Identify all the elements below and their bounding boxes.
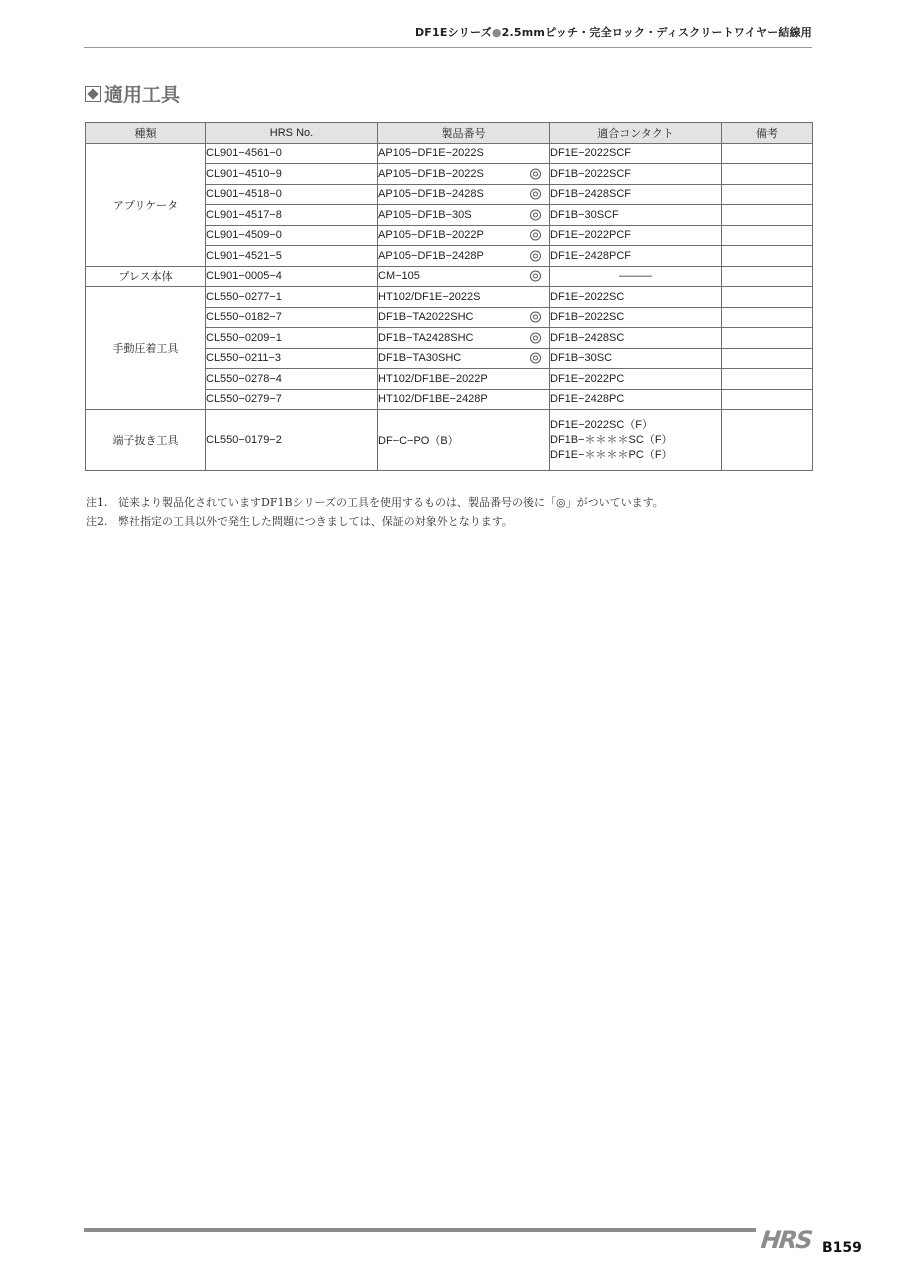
note-label: 注2. <box>86 515 108 528</box>
contact-cell: DF1E−2428PCF <box>550 246 722 267</box>
contact-cell <box>550 410 722 471</box>
hrs-no-cell: CL550−0182−7 <box>206 307 378 328</box>
hrs-logo: HRS <box>759 1226 813 1254</box>
product-no-cell <box>378 389 550 410</box>
footer-divider <box>84 1228 756 1232</box>
header-product-no: 製品番号 <box>378 123 550 144</box>
product-no-text: HT102/DF1BE−2022P <box>378 372 488 385</box>
product-no-cell <box>378 369 550 390</box>
remarks-cell <box>722 143 813 164</box>
table-row <box>86 287 813 308</box>
bullet-icon: ● <box>491 26 502 39</box>
product-no-text: AP105−DF1B−30S <box>378 208 472 221</box>
hrs-no-cell: CL550−0277−1 <box>206 287 378 308</box>
header-title <box>415 24 812 40</box>
contact-cell: DF1E−2022SCF <box>550 143 722 164</box>
product-no-text: DF1B−TA2428SHC <box>378 331 474 344</box>
contact-cell: DF1E−2428PC <box>550 389 722 410</box>
hrs-no-cell: CL550−0209−1 <box>206 328 378 349</box>
hrs-no-cell: CL550−0278−4 <box>206 369 378 390</box>
header-hrs-no: HRS No. <box>206 123 378 144</box>
hrs-no-cell: CL901−4510−9 <box>206 164 378 185</box>
applicable-tools-table <box>85 122 813 471</box>
double-circle-mark-icon <box>530 250 541 261</box>
notes <box>86 494 664 532</box>
kind-cell-applicator: アプリケータ <box>86 143 206 266</box>
contact-line: DF1B−＊＊＊＊SC（F） <box>550 433 673 446</box>
product-no-cell <box>378 266 550 287</box>
hrs-no-cell: CL901−4561−0 <box>206 143 378 164</box>
double-circle-mark-icon <box>530 353 541 364</box>
remarks-cell <box>722 246 813 267</box>
product-no-text: DF1B−TA2022SHC <box>378 311 474 324</box>
hrs-no-cell: CL550−0211−3 <box>206 348 378 369</box>
remarks-cell <box>722 348 813 369</box>
header-series: DF1Eシリーズ <box>414 26 492 39</box>
product-no-cell <box>378 307 550 328</box>
product-no-text: AP105−DF1B−2428P <box>378 249 484 262</box>
double-circle-mark-icon <box>530 189 541 200</box>
note-text: 従来より製品化されていますDF1Bシリーズの工具を使用するものは、製品番号の後に「◎」がついています。 <box>118 496 664 509</box>
contact-cell: DF1E−2022SC <box>550 287 722 308</box>
note-item <box>86 513 664 532</box>
hrs-no-cell: CL901−4521−5 <box>206 246 378 267</box>
contact-cell: DF1B−2022SC <box>550 307 722 328</box>
product-no-text: AP105−DF1B−2428S <box>378 188 484 201</box>
contact-cell: DF1B−30SC <box>550 348 722 369</box>
product-no-text: AP105−DF1E−2022S <box>378 147 484 160</box>
section-title <box>85 80 180 107</box>
product-no-cell <box>378 246 550 267</box>
remarks-cell <box>722 184 813 205</box>
double-circle-mark-icon <box>530 209 541 220</box>
contact-cell: DF1E−2022PCF <box>550 225 722 246</box>
section-title-text: 適用工具 <box>104 84 181 106</box>
product-no-text: HT102/DF1BE−2428P <box>378 393 488 406</box>
table-row <box>86 410 813 471</box>
hrs-no-cell: CL901−0005−4 <box>206 266 378 287</box>
remarks-cell <box>722 389 813 410</box>
product-no-cell <box>378 348 550 369</box>
product-no-cell <box>378 287 550 308</box>
double-circle-mark-icon <box>530 230 541 241</box>
remarks-cell <box>722 287 813 308</box>
kind-cell-extraction: 端子抜き工具 <box>86 410 206 471</box>
product-no-cell <box>378 143 550 164</box>
product-no-cell <box>378 410 550 471</box>
kind-cell-hand-crimp: 手動圧着工具 <box>86 287 206 410</box>
remarks-cell <box>722 410 813 471</box>
header-contact: 適合コンタクト <box>550 123 722 144</box>
header-description: 2.5mmピッチ・完全ロック・ディスクリートワイヤー結線用 <box>501 26 812 39</box>
header-remarks: 備考 <box>722 123 813 144</box>
product-no-text: HT102/DF1E−2022S <box>378 290 481 303</box>
note-label: 注1. <box>86 496 108 509</box>
product-no-text: DF1B−TA30SHC <box>378 352 462 365</box>
table-row <box>86 143 813 164</box>
table-row <box>86 266 813 287</box>
product-no-text: CM−105 <box>378 270 420 283</box>
product-no-cell <box>378 184 550 205</box>
remarks-cell <box>722 225 813 246</box>
contact-line: DF1E−＊＊＊＊PC（F） <box>550 448 673 461</box>
remarks-cell <box>722 266 813 287</box>
header-divider <box>84 47 812 48</box>
contact-cell: DF1E−2022PC <box>550 369 722 390</box>
contact-cell: DF1B−2428SCF <box>550 184 722 205</box>
product-no-text: AP105−DF1B−2022P <box>378 229 484 242</box>
contact-line: DF1E−2022SC（F） <box>550 418 654 431</box>
double-circle-mark-icon <box>530 168 541 179</box>
double-circle-mark-icon <box>530 332 541 343</box>
hrs-no-cell: CL550−0279−7 <box>206 389 378 410</box>
header-kind: 種類 <box>86 123 206 144</box>
contact-cell: DF1B−2428SC <box>550 328 722 349</box>
product-no-cell <box>378 225 550 246</box>
double-circle-mark-icon <box>530 312 541 323</box>
contact-cell: DF1B−30SCF <box>550 205 722 226</box>
contact-cell: ――― <box>550 266 722 287</box>
diamond-bullet-icon <box>85 86 101 102</box>
double-circle-mark-icon <box>530 271 541 282</box>
product-no-text: DF−C−PO（B） <box>378 435 459 447</box>
remarks-cell <box>722 205 813 226</box>
page-number: B159 <box>822 1240 862 1256</box>
remarks-cell <box>722 328 813 349</box>
note-item <box>86 494 664 513</box>
remarks-cell <box>722 369 813 390</box>
product-no-cell <box>378 205 550 226</box>
kind-cell-press: プレス本体 <box>86 266 206 287</box>
table-header-row <box>86 123 813 144</box>
hrs-no-cell: CL550−0179−2 <box>206 410 378 471</box>
product-no-cell <box>378 164 550 185</box>
hrs-no-cell: CL901−4517−8 <box>206 205 378 226</box>
hrs-no-cell: CL901−4509−0 <box>206 225 378 246</box>
hrs-no-cell: CL901−4518−0 <box>206 184 378 205</box>
product-no-text: AP105−DF1B−2022S <box>378 167 484 180</box>
remarks-cell <box>722 307 813 328</box>
remarks-cell <box>722 164 813 185</box>
note-text: 弊社指定の工具以外で発生した問題につきましては、保証の対象外となります。 <box>118 515 513 528</box>
contact-cell: DF1B−2022SCF <box>550 164 722 185</box>
product-no-cell <box>378 328 550 349</box>
